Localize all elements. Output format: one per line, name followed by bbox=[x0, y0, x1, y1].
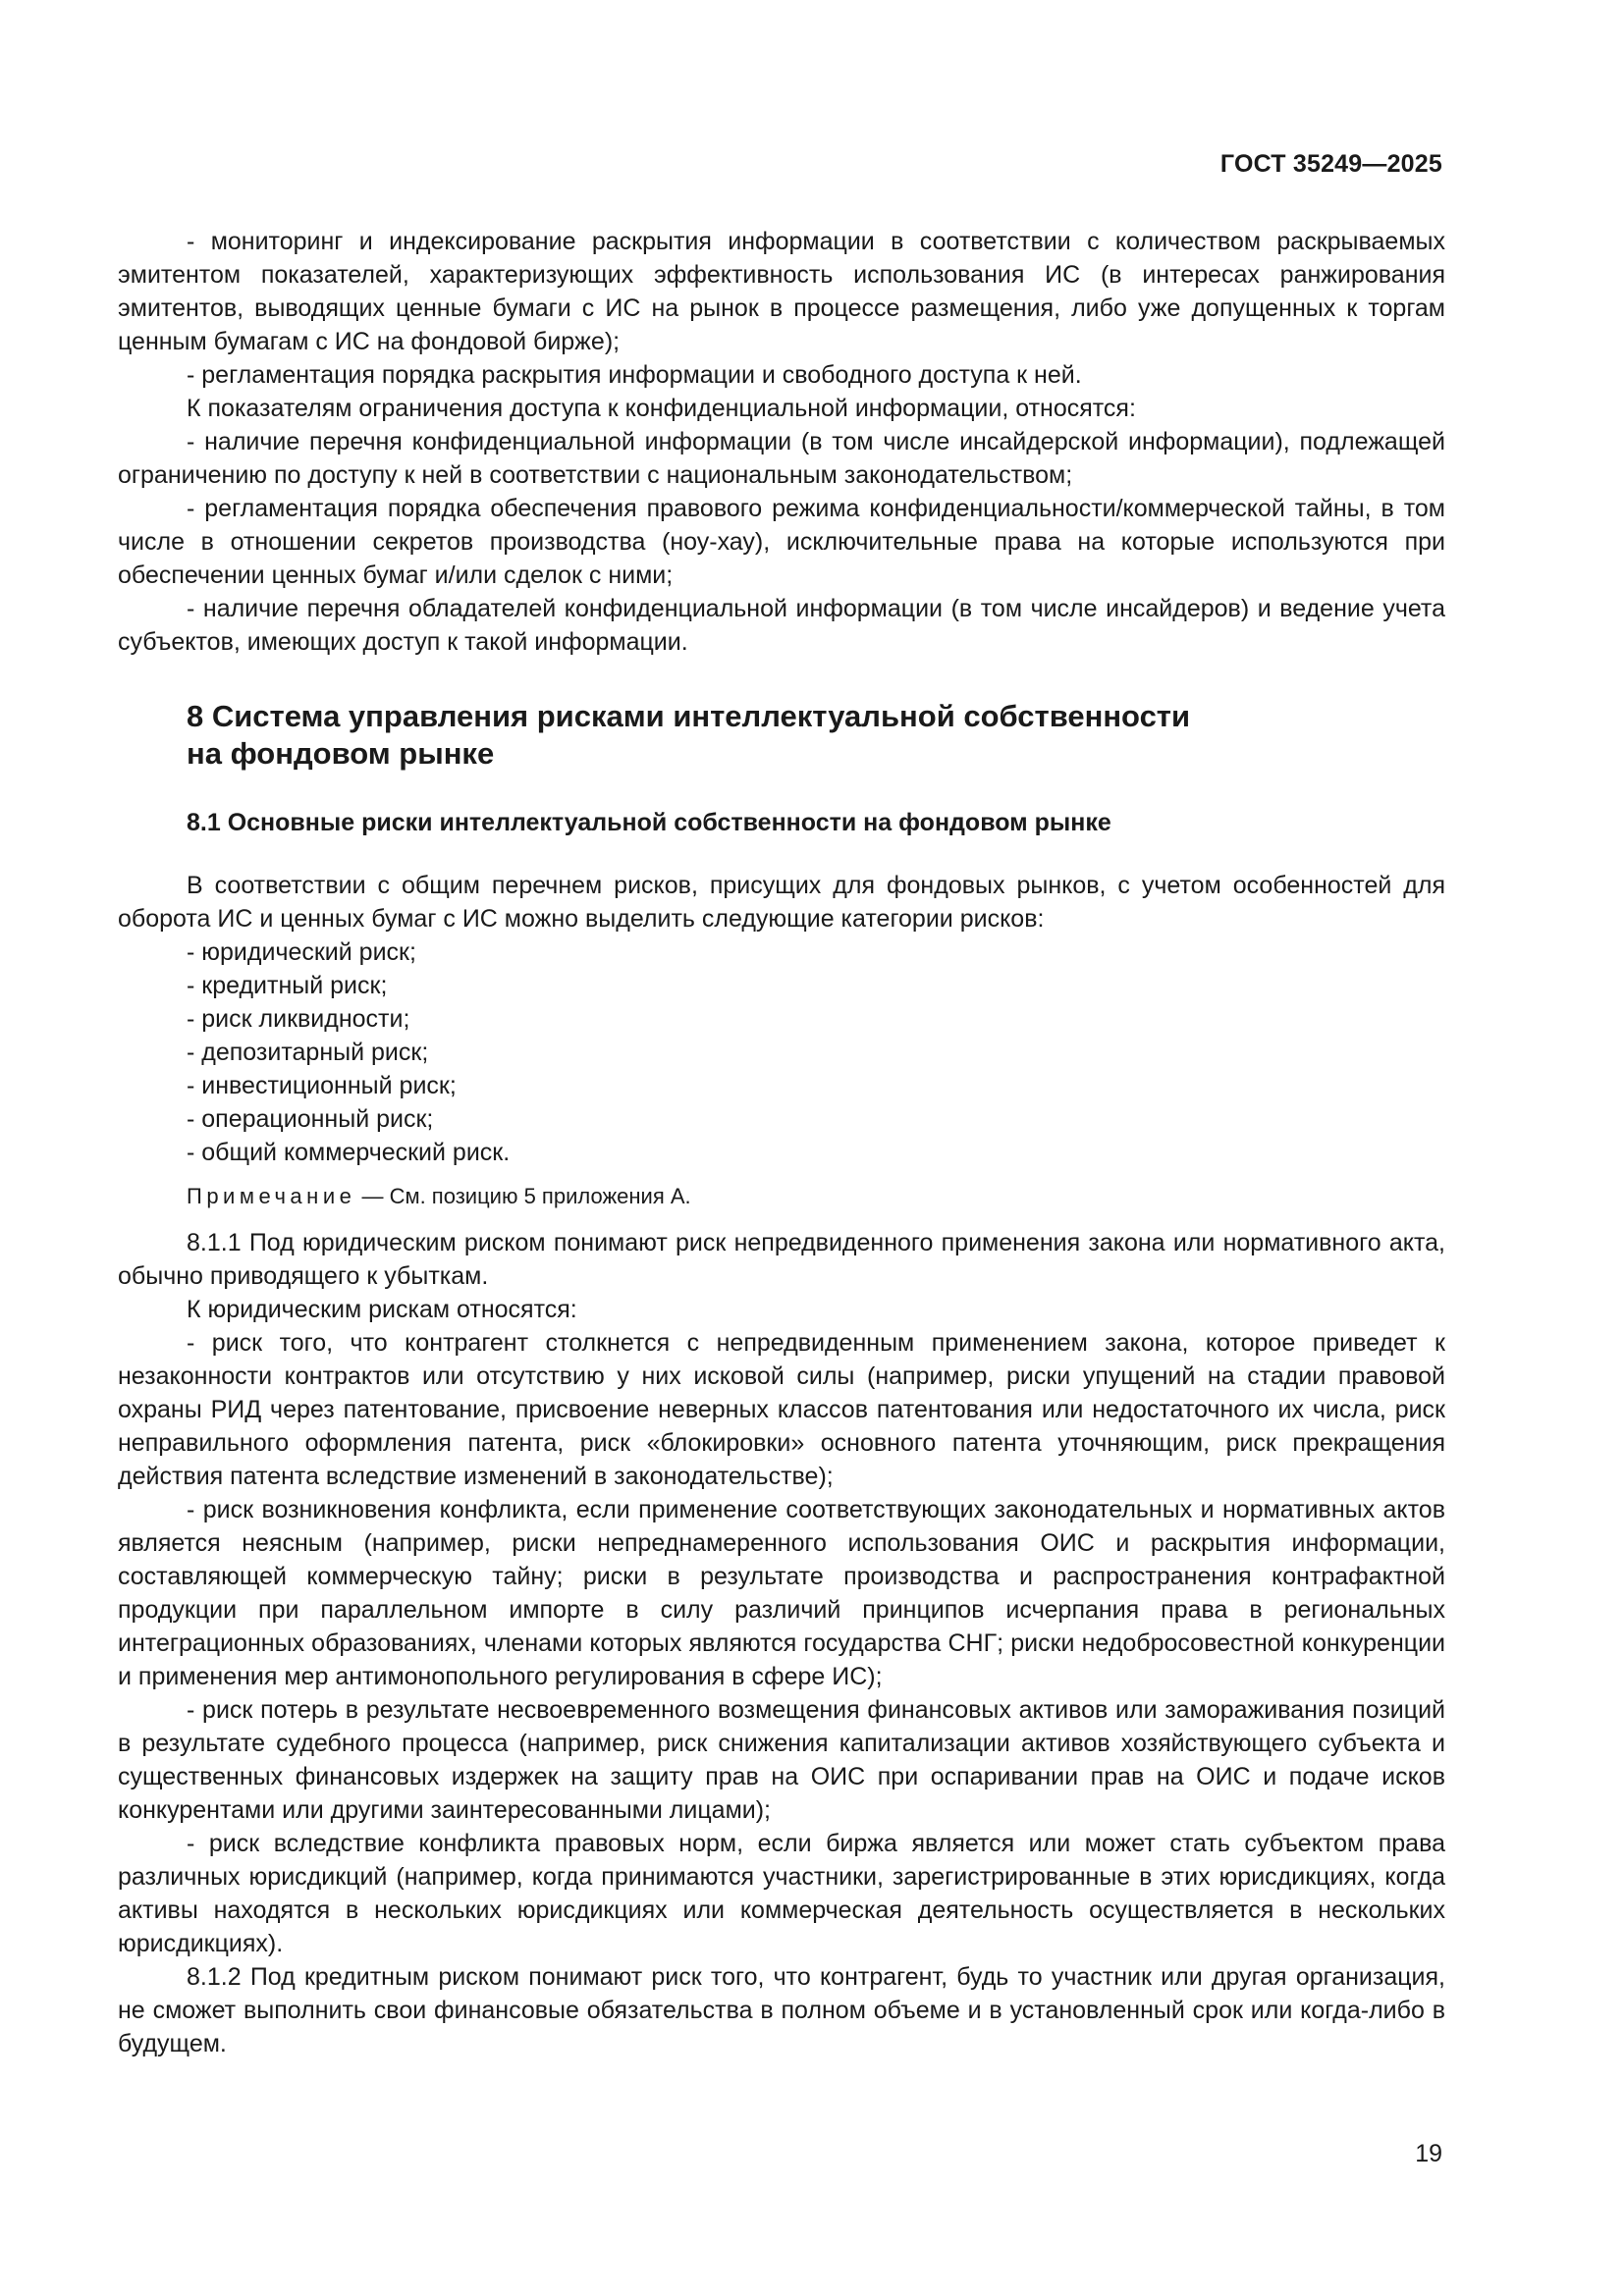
paragraph: 8.1.2 Под кредитным риском понимают риск того, что контрагент, будь то участник или другая организация, не сможет выполнить свои финансовые обязательства в полном объеме и в установленный срок или когда-либо в будущем. bbox=[118, 1963, 1445, 2057]
risk-list-item: - риск ликвидности; bbox=[187, 1005, 410, 1033]
paragraph: - регламентация порядка обеспечения правового режима конфиденциальности/коммерческой тайны, в том числе в отношении секретов производства (ноу-хау), исключительные права на которые используются при обеспечении ценных бумаг и/или сделок с ними; bbox=[118, 495, 1445, 589]
risk-list-item: - общий коммерческий риск. bbox=[187, 1139, 511, 1166]
note bbox=[118, 1180, 1445, 1213]
subsection-heading: 8.1 Основные риски интеллектуальной собственности на фондовом рынке bbox=[187, 809, 1111, 836]
paragraph: - наличие перечня конфиденциальной информации (в том числе инсайдерской информации), подлежащей ограничению по доступу к ней в соответствии с национальным законодательством; bbox=[118, 428, 1445, 489]
note-text: — См. позицию 5 приложения А. bbox=[355, 1184, 691, 1208]
paragraph: К показателям ограничения доступа к конфиденциальной информации, относятся: bbox=[187, 395, 1136, 422]
risk-list-item: - депозитарный риск; bbox=[187, 1039, 429, 1066]
document-body bbox=[118, 225, 1445, 2060]
section-heading-line1: 8 Система управления рисками интеллектуальной собственности bbox=[187, 699, 1191, 733]
risk-list-item: - операционный риск; bbox=[187, 1105, 434, 1133]
section-heading bbox=[187, 698, 1445, 773]
paragraph: - мониторинг и индексирование раскрытия информации в соответствии с количеством раскрываемых эмитентом показателей, характеризующих эффективность использования ИС (в интересах ранжирования эмитентов, выводящих ценные бумаги с ИС на рынок в процессе размещения, либо уже допущенных к торгам ценным бумагам с ИС на фондовой бирже); bbox=[118, 228, 1445, 355]
page-number: 19 bbox=[1415, 2140, 1442, 2167]
risk-list-item: - инвестиционный риск; bbox=[187, 1072, 457, 1099]
paragraph: - риск возникновения конфликта, если применение соответствующих законодательных и нормативных актов является неясным (например, риски непреднамеренного использования ОИС и раскрытия информации, составляющей коммерческую тайну; риски в результате производства и распространения контрафактной продукции при параллельном импорте в силу различий принципов исчерпания права в региональных интеграционных образованиях, членами которых являются государства СНГ; риски недобросовестной конкуренции и применения мер антимонопольного регулирования в сфере ИС); bbox=[118, 1496, 1445, 1690]
paragraph: - риск вследствие конфликта правовых норм, если биржа является или может стать субъектом права различных юрисдикций (например, когда принимаются участники, зарегистрированные в этих юрисдикциях, когда активы находятся в нескольких юрисдикциях или коммерческая деятельность осуществляется в нескольких юрисдикциях). bbox=[118, 1830, 1445, 1957]
risk-list-item: - кредитный риск; bbox=[187, 972, 388, 999]
risk-list-item: - юридический риск; bbox=[187, 938, 416, 966]
paragraph: - регламентация порядка раскрытия информации и свободного доступа к ней. bbox=[187, 361, 1082, 389]
document-header: ГОСТ 35249—2025 bbox=[1219, 150, 1442, 178]
paragraph: - наличие перечня обладателей конфиденциальной информации (в том числе инсайдеров) и ведение учета субъектов, имеющих доступ к такой информации. bbox=[118, 595, 1445, 656]
paragraph: 8.1.1 Под юридическим риском понимают риск непредвиденного применения закона или нормативного акта, обычно приводящего к убыткам. bbox=[118, 1229, 1445, 1290]
paragraph: В соответствии с общим перечнем рисков, присущих для фондовых рынков, с учетом особенностей для оборота ИС и ценных бумаг с ИС можно выделить следующие категории рисков: bbox=[118, 872, 1445, 933]
paragraph: - риск того, что контрагент столкнется с непредвиденным применением закона, которое приведет к незаконности контрактов или отсутствию у них исковой силы (например, риски упущений на стадии правовой охраны РИД через патентование, присвоение неверных классов патентования или недостаточного их числа, риск неправильного оформления патента, риск «блокировки» основного патента уточняющим, риск прекращения действия патента вследствие изменений в законодательстве); bbox=[118, 1329, 1445, 1490]
note-label: Примечание bbox=[187, 1184, 356, 1208]
paragraph: - риск потерь в результате несвоевременного возмещения финансовых активов или замораживания позиций в результате судебного процесса (например, риск снижения капитализации активов хозяйствующего субъекта и существенных финансовых издержек на защиту прав на ОИС при оспаривании прав на ОИС и подаче исков конкурентами или другими заинтересованными лицами); bbox=[118, 1696, 1445, 1824]
paragraph: К юридическим рискам относятся: bbox=[187, 1296, 577, 1323]
section-heading-line2: на фондовом рынке bbox=[187, 736, 495, 771]
